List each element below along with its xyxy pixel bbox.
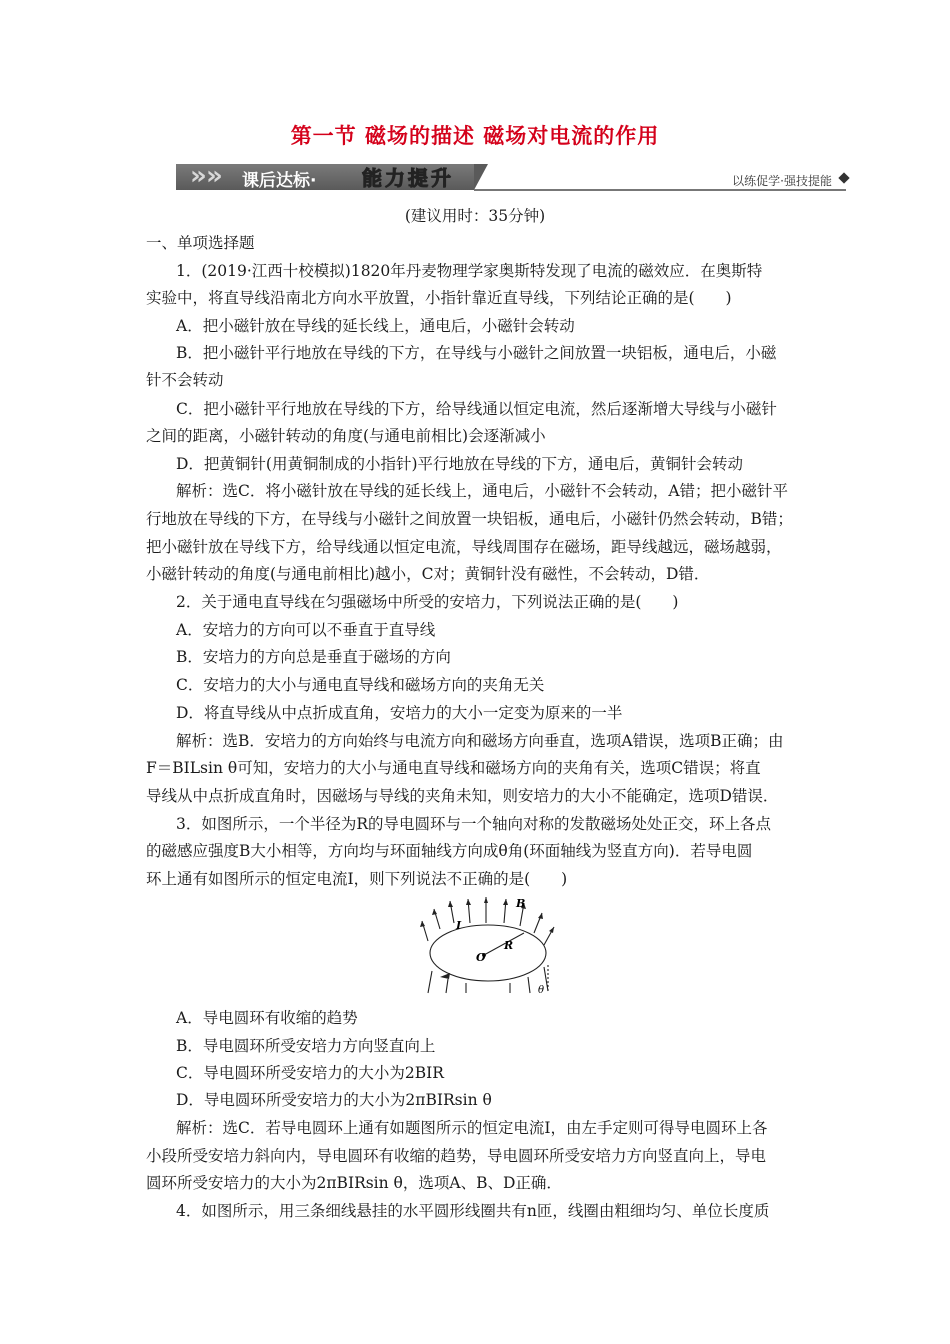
text-line: 针不会转动 bbox=[146, 371, 224, 389]
chevron-right-icon: » bbox=[206, 161, 223, 191]
text-line: D．将直导线从中点折成直角，安培力的大小一定变为原来的一半 bbox=[176, 704, 623, 722]
page-title: 第一节 磁场的描述 磁场对电流的作用 bbox=[290, 124, 660, 148]
text-line: A．安培力的方向可以不垂直于直导线 bbox=[176, 621, 436, 639]
text-line: 的磁感应强度B大小相等，方向均与环面轴线方向成θ角(环面轴线为竖直方向)．若导电圆 bbox=[146, 842, 753, 860]
section-heading: 一、单项选择题 bbox=[146, 234, 255, 252]
text-line: A．导电圆环有收缩的趋势 bbox=[176, 1009, 358, 1027]
text-line: F＝BILsin θ可知，安培力的大小与通电直导线和磁场方向的夹角有关，选项C错误；将直 bbox=[146, 759, 761, 777]
time-hint: (建议用时：35分钟) bbox=[404, 207, 546, 225]
text-line: A．把小磁针放在导线的延长线上，通电后，小磁针会转动 bbox=[176, 317, 575, 335]
text-line: 实验中，将直导线沿南北方向水平放置，小指针靠近直导线，下列结论正确的是( ) bbox=[146, 289, 732, 307]
banner-strong: 能力提升 bbox=[362, 166, 454, 190]
text-line: 小磁针转动的角度(与通电前相比)越小，C对；黄铜针没有磁性，不会转动，D错． bbox=[146, 565, 710, 583]
text-line: 2．关于通电直导线在匀强磁场中所受的安培力，下列说法正确的是( ) bbox=[176, 593, 679, 611]
text-line: 导线从中点折成直角时，因磁场与导线的夹角未知，则安培力的大小不能确定，选项D错误． bbox=[146, 787, 779, 805]
text-line: 小段所受安培力斜向内，导电圆环有收缩的趋势，导电圆环所受安培力方向竖直向上，导电 bbox=[146, 1147, 767, 1165]
text-line: 环上通有如图所示的恒定电流I，则下列说法不正确的是( ) bbox=[146, 870, 568, 888]
figure-label: R bbox=[504, 939, 514, 952]
banner-slogan: 以练促学·强技提能 bbox=[732, 174, 832, 188]
text-line: 3．如图所示，一个半径为R的导电圆环与一个轴向对称的发散磁场处处正交，环上各点 bbox=[176, 815, 772, 833]
text-line: 解析：选B．安培力的方向始终与电流方向和磁场方向垂直，选项A错误，选项B正确；由 bbox=[176, 732, 784, 750]
banner-rule bbox=[474, 189, 846, 191]
text-line: B．导电圆环所受安培力方向竖直向上 bbox=[176, 1037, 436, 1055]
text-line: B．安培力的方向总是垂直于磁场的方向 bbox=[176, 648, 451, 666]
chevron-right-icon: » bbox=[190, 161, 207, 191]
figure-label: θ bbox=[538, 985, 545, 995]
banner-label: 课后达标· bbox=[242, 171, 317, 191]
text-line: D．把黄铜针(用黄铜制成的小指针)平行地放在导线的下方，通电后，黄铜针会转动 bbox=[176, 455, 744, 473]
text-line: 行地放在导线的下方，在导线与小磁针之间放置一块铝板，通电后，小磁针仍然会转动，B错； bbox=[146, 510, 793, 528]
section-banner bbox=[176, 158, 848, 194]
text-line: 圆环所受安培力的大小为2πBIRsin θ，选项A、B、D正确． bbox=[146, 1174, 562, 1192]
figure-label: I bbox=[456, 919, 462, 932]
text-line: 1．(2019·江西十校模拟)1820年丹麦物理学家奥斯特发现了电流的磁效应．在奥斯特 bbox=[176, 262, 763, 280]
figure-label: B bbox=[516, 897, 526, 910]
text-line: C．安培力的大小与通电直导线和磁场方向的夹角无关 bbox=[176, 676, 545, 694]
text-line: C．把小磁针平行地放在导线的下方，给导线通以恒定电流，然后逐渐增大导线与小磁针 bbox=[176, 400, 777, 418]
text-line: 把小磁针放在导线下方，给导线通以恒定电流，导线周围存在磁场，距导线越远，磁场越弱， bbox=[146, 538, 782, 556]
text-line: 解析：选C．若导电圆环上通有如题图所示的恒定电流I，由左手定则可得导电圆环上各 bbox=[176, 1119, 768, 1137]
text-line: 之间的距离，小磁针转动的角度(与通电前相比)会逐渐减小 bbox=[146, 427, 546, 445]
diamond-icon bbox=[838, 172, 849, 183]
text-line: 4．如图所示，用三条细线悬挂的水平圆形线圈共有n匝，线圈由粗细均匀、单位长度质 bbox=[176, 1202, 770, 1220]
ring-figure bbox=[420, 893, 560, 995]
text-line: B．把小磁针平行地放在导线的下方，在导线与小磁针之间放置一块铝板，通电后，小磁 bbox=[176, 344, 777, 362]
text-line: 解析：选C．将小磁针放在导线的延长线上，通电后，小磁针不会转动，A错；把小磁针平 bbox=[176, 482, 789, 500]
text-line: D．导电圆环所受安培力的大小为2πBIRsin θ bbox=[176, 1091, 492, 1109]
figure-label: O bbox=[476, 951, 486, 964]
banner-cap bbox=[474, 164, 488, 190]
text-line: C．导电圆环所受安培力的大小为2BIR bbox=[176, 1064, 444, 1082]
